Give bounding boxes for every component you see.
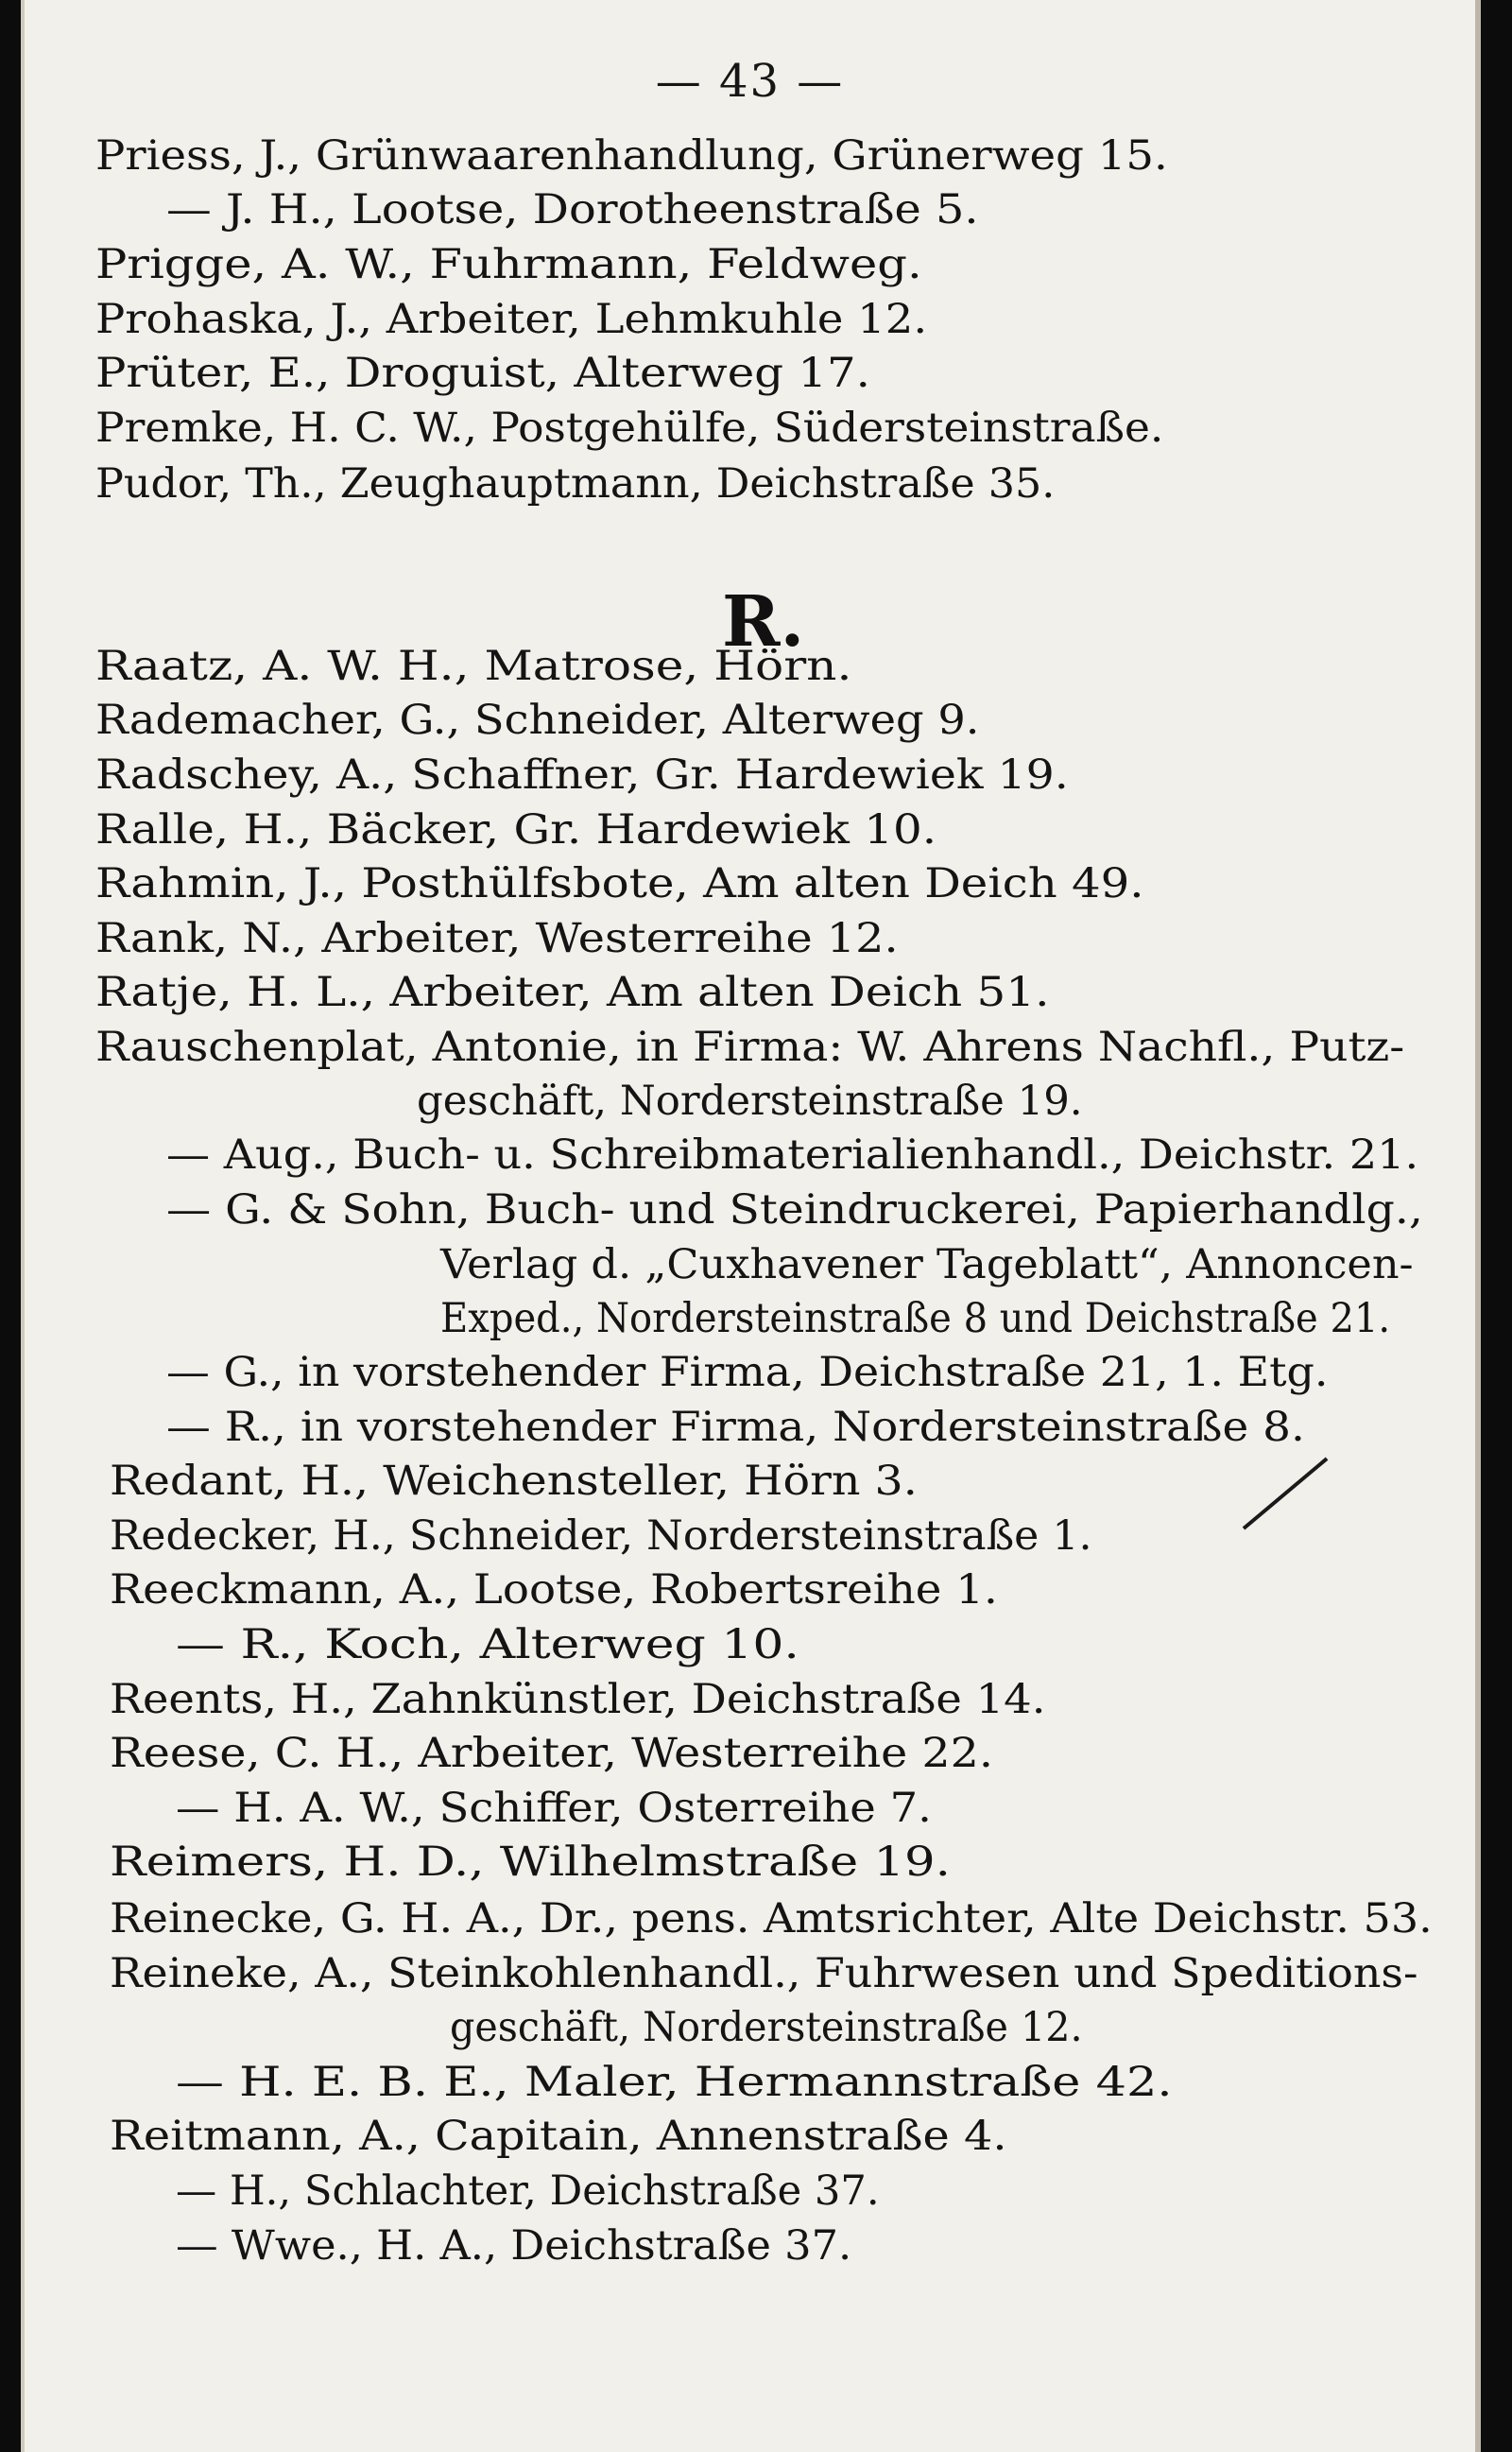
r-entry-line: — R., in vorstehender Firma, Nordersteinstraße 8. [166,1404,1305,1451]
p-entry-line: Premke, H. C. W., Postgehülfe, Südersteinstraße. [95,405,1164,452]
r-entry-line: — Wwe., H. A., Deichstraße 37. [176,2222,852,2270]
r-entry-line: Ratje, H. L., Arbeiter, Am alten Deich 51. [95,969,1050,1016]
directory-page [21,0,1481,2452]
p-entry-line: Prohaska, J., Arbeiter, Lehmkuhle 12. [95,296,928,343]
r-entry-line: — H. E. B. E., Maler, Hermannstraße 42. [176,2059,1173,2106]
r-entry-line: Radschey, A., Schaffner, Gr. Hardewiek 19. [95,751,1069,799]
p-entry-line: Prigge, A. W., Fuhrmann, Feldweg. [95,241,922,288]
p-entry-line: Prüter, E., Droguist, Alterweg 17. [95,350,870,397]
r-entry-line: — H., Schlachter, Deichstraße 37. [176,2167,880,2215]
r-entry-line: geschäft, Nordersteinstraße 12. [450,2004,1083,2051]
r-entry-line: Rauschenplat, Antonie, in Firma: W. Ahrens Nachfl., Putz- [95,1024,1405,1071]
r-entry-line: — H. A. W., Schiffer, Osterreihe 7. [176,1785,932,1832]
r-entry-line: Redecker, H., Schneider, Nordersteinstraße 1. [110,1512,1092,1560]
r-entry-line: Rahmin, J., Posthülfsbote, Am alten Deich 49. [95,860,1144,907]
r-entry-line: Ralle, H., Bäcker, Gr. Hardewiek 10. [95,806,937,854]
r-entry-line: — R., Koch, Alterweg 10. [176,1621,799,1668]
pencil-stroke-mark [1243,1458,1329,1530]
r-entry-line: Redant, H., Weichensteller, Hörn 3. [110,1458,918,1505]
r-entry-line: Rademacher, G., Schneider, Alterweg 9. [95,697,980,744]
p-entry-line: Priess, J., Grünwaarenhandlung, Grünerweg 15. [95,132,1168,180]
r-entry-line: Verlag d. „Cuxhavener Tageblatt“, Annoncen- [440,1241,1414,1288]
r-entry-line: Reineke, A., Steinkohlenhandl., Fuhrwesen und Speditions- [110,1950,1418,1997]
r-entry-line: Reimers, H. D., Wilhelmstraße 19. [110,1839,951,1886]
r-entry-line: geschäft, Nordersteinstraße 19. [417,1078,1083,1125]
r-entry-line: Exped., Nordersteinstraße 8 und Deichstraße 21. [440,1295,1391,1342]
r-entry-line: Raatz, A. W. H., Matrose, Hörn. [95,643,852,690]
r-entry-line: — G. & Sohn, Buch- und Steindruckerei, Papierhandlg., [166,1186,1423,1234]
r-entry-line: Reese, C. H., Arbeiter, Westerreihe 22. [110,1730,993,1777]
p-entry-line: — J. H., Lootse, Dorotheenstraße 5. [166,186,979,233]
section-letter-r: R. [722,581,805,663]
page-number: — 43 — [655,55,845,108]
r-entry-line: Rank, N., Arbeiter, Westerreihe 12. [95,915,899,962]
p-entry-line: Pudor, Th., Zeughauptmann, Deichstraße 35. [95,460,1056,508]
r-entry-line: Reinecke, G. H. A., Dr., pens. Amtsrichter, Alte Deichstr. 53. [110,1895,1433,1943]
r-entry-line: — Aug., Buch- u. Schreibmaterialienhandl., Deichstr. 21. [166,1131,1419,1179]
r-entry-line: Reitmann, A., Capitain, Annenstraße 4. [110,2113,1007,2160]
r-entry-line: — G., in vorstehender Firma, Deichstraße 21, 1. Etg. [166,1349,1329,1396]
r-entry-line: Reents, H., Zahnkünstler, Deichstraße 14. [110,1676,1046,1723]
r-entry-line: Reeckmann, A., Lootse, Robertsreihe 1. [110,1566,998,1614]
